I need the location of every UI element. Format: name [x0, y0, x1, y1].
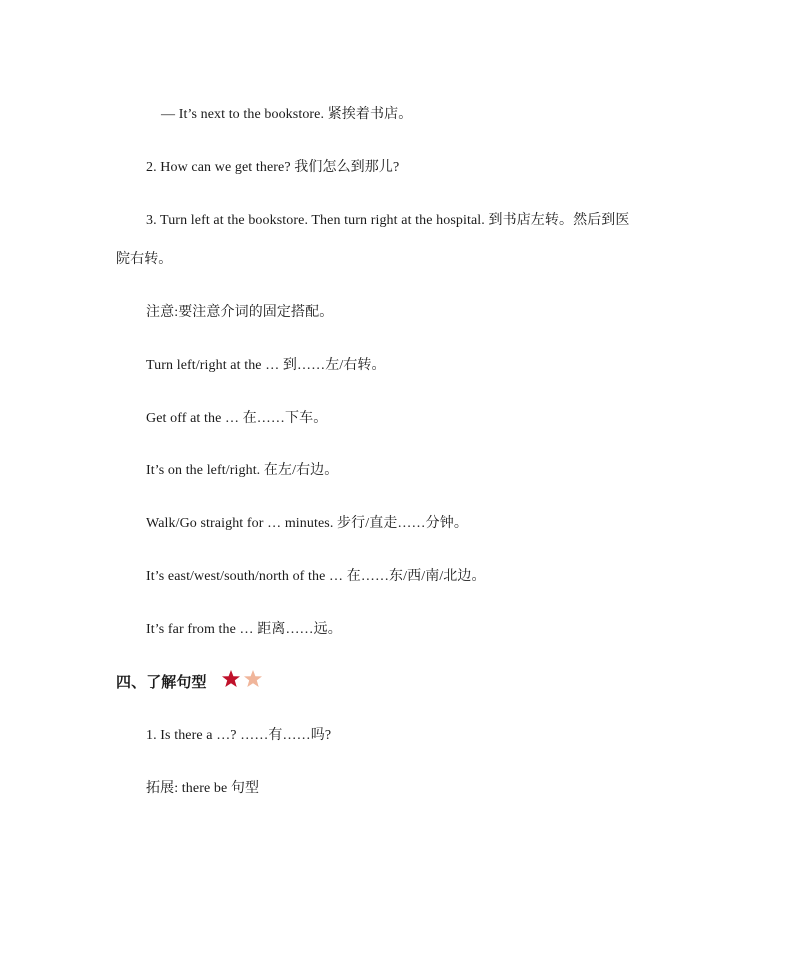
phrase-walk: Walk/Go straight for … minutes. 步行/直走……分钟。 [146, 516, 468, 531]
note-line: 注意:要注意介词的固定搭配。 [146, 305, 334, 320]
phrase-far: It’s far from the … 距离……远。 [146, 622, 342, 637]
phrase-left-right: It’s on the left/right. 在左/右边。 [146, 463, 339, 478]
phrase-turn: Turn left/right at the … 到……左/右转。 [146, 358, 386, 373]
question-1-is-there: 1. Is there a …? ……有……吗? [146, 728, 332, 743]
difficulty-rating [221, 669, 265, 689]
section-4-heading: 四、了解句型 [116, 673, 207, 691]
star-icon [244, 670, 262, 687]
phrase-direction: It’s east/west/south/north of the … 在……东/西/南/北边。 [146, 569, 486, 584]
question-3-line-2: 院右转。 [116, 252, 173, 267]
star-icon [222, 670, 240, 687]
question-2: 2. How can we get there? 我们怎么到那儿? [146, 160, 400, 175]
extension-line: 拓展: there be 句型 [146, 781, 260, 796]
question-3-line-1: 3. Turn left at the bookstore. Then turn right at the hospital. 到书店左转。然后到医 [146, 213, 630, 228]
answer-line: — It’s next to the bookstore. 紧挨着书店。 [161, 107, 413, 122]
phrase-get-off: Get off at the … 在……下车。 [146, 411, 328, 426]
